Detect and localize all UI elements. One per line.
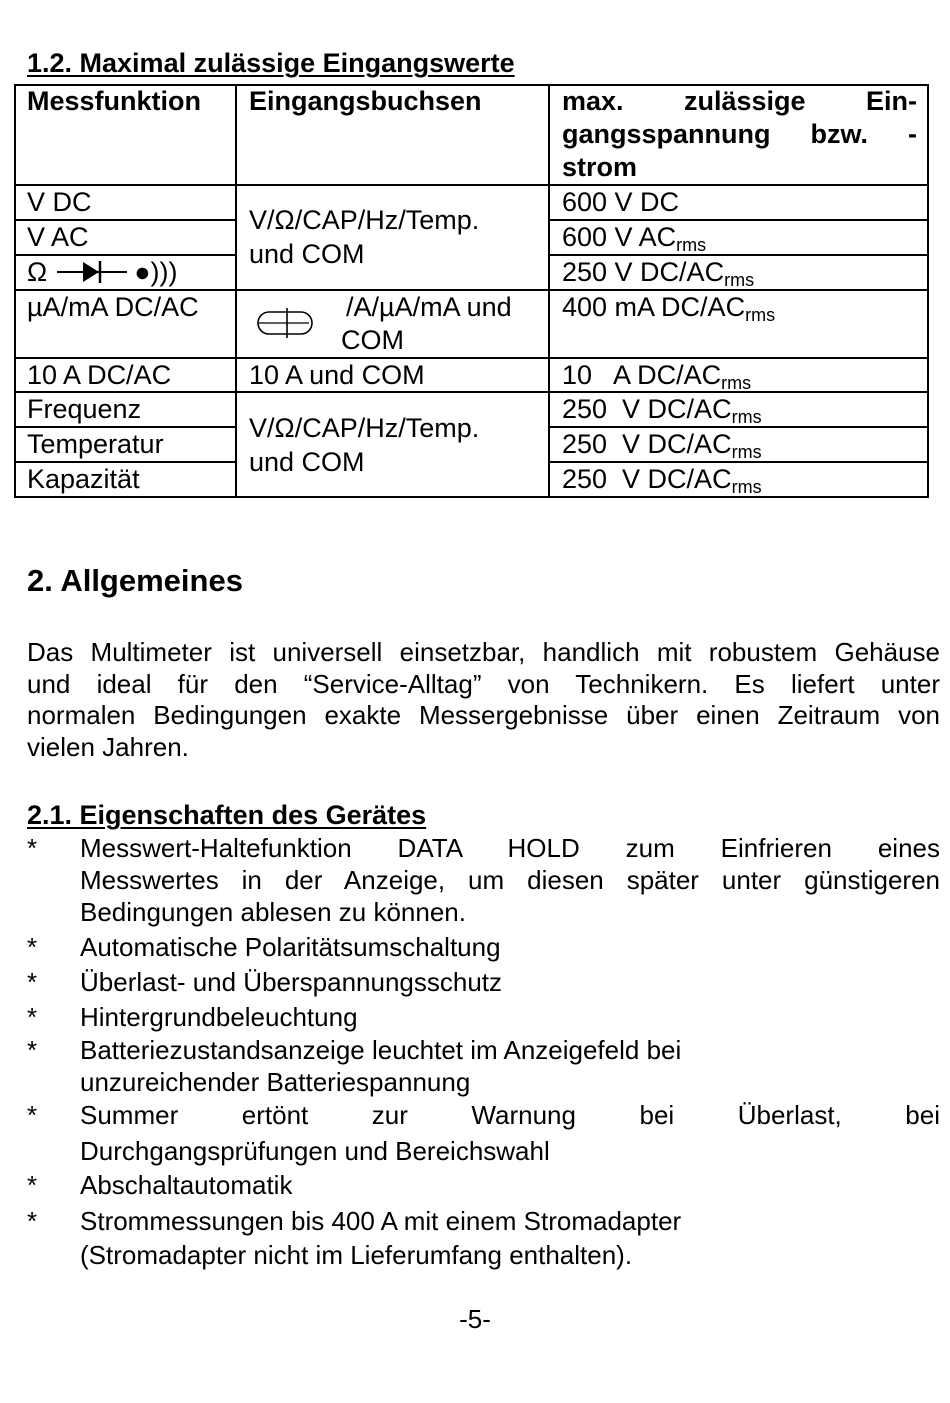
limit-v-ac: 600 V $AC_{rms}$ — [562, 222, 707, 255]
header-sockets: Eingangsbuchsen — [249, 86, 482, 116]
limit-v-dc: 600 V DC — [562, 187, 680, 217]
section-2-title: 2. Allgemeines — [27, 563, 243, 598]
limit-10a: 10 A $DC/AC_{rms}$ — [562, 360, 752, 393]
ohm-symbol: Ω — [27, 257, 48, 287]
diode-icon — [57, 259, 127, 285]
sockets-group-1: V/Ω/CAP/Hz/Temp. und COM — [249, 205, 480, 269]
function-ohm-diode-continuity — [27, 255, 178, 289]
input-limits-table: Messfunktion Eingangsbuchsen max. zulässige Ein- gangsspannung bzw. - strom V DC V AC Ω ●))) µA/mA DC/AC 10 A DC/AC Frequenz Temperatur Kapazität V/Ω/CAP/Hz/Temp. und COM /A/µA/mA und COM 10 A und COM V/Ω/CAP/Hz/Temp. und COM 600 V DC 600 V $AC_{rms}$ 250 V $DC/AC_{rms}$ 400 mA $DC/AC_{rms}$ 10 A $DC/AC_{rms}$ 250 V $DC/AC_{rms}$ 250 V $DC/AC_{rms}$ 250 V $DC/AC_{rms}$ — [14, 84, 929, 498]
section-2-1-title: 2.1. Eigenschaften des Gerätes — [27, 800, 427, 830]
page-number: -5- — [459, 1304, 491, 1334]
sockets-group-2: V/Ω/CAP/Hz/Temp. und COM — [249, 413, 480, 477]
function-v-dc: V DC — [27, 187, 92, 217]
function-v-ac: V AC — [27, 222, 89, 252]
function-10a: 10 A DC/AC — [27, 360, 172, 390]
header-max-limit: max. zulässige Ein- gangsspannung bzw. - strom — [562, 86, 917, 182]
function-temperature: Temperatur — [27, 429, 164, 459]
function-frequency: Frequenz — [27, 394, 142, 424]
limit-ua-ma: 400 mA $DC/AC_{rms}$ — [562, 292, 776, 325]
limit-capacitance: 250 V $DC/AC_{rms}$ — [562, 464, 762, 497]
limit-temperature: 250 V $DC/AC_{rms}$ — [562, 429, 762, 462]
function-capacitance: Kapazität — [27, 464, 140, 494]
function-ua-ma: µA/mA DC/AC — [27, 292, 199, 322]
continuity-symbol: ●))) — [134, 257, 178, 287]
section-2-paragraph: Das Multimeter ist universell einsetzbar, handlich mit robustem Gehäuse und ideal für den “Service-Alltag” von Technikern. Es liefert unter normalen Bedingungen exakte Messergebnisse über einen Zeitraum von vielen Jahren. — [27, 637, 940, 762]
limit-frequency: 250 V $DC/AC_{rms}$ — [562, 394, 762, 427]
section-1-2-title: 1.2. Maximal zulässige Eingangswerte — [27, 48, 515, 78]
current-clamp-icon — [251, 306, 323, 340]
header-function: Messfunktion — [27, 86, 202, 116]
sockets-10a: 10 A und COM — [249, 360, 425, 390]
limit-ohm: 250 V $DC/AC_{rms}$ — [562, 257, 755, 290]
